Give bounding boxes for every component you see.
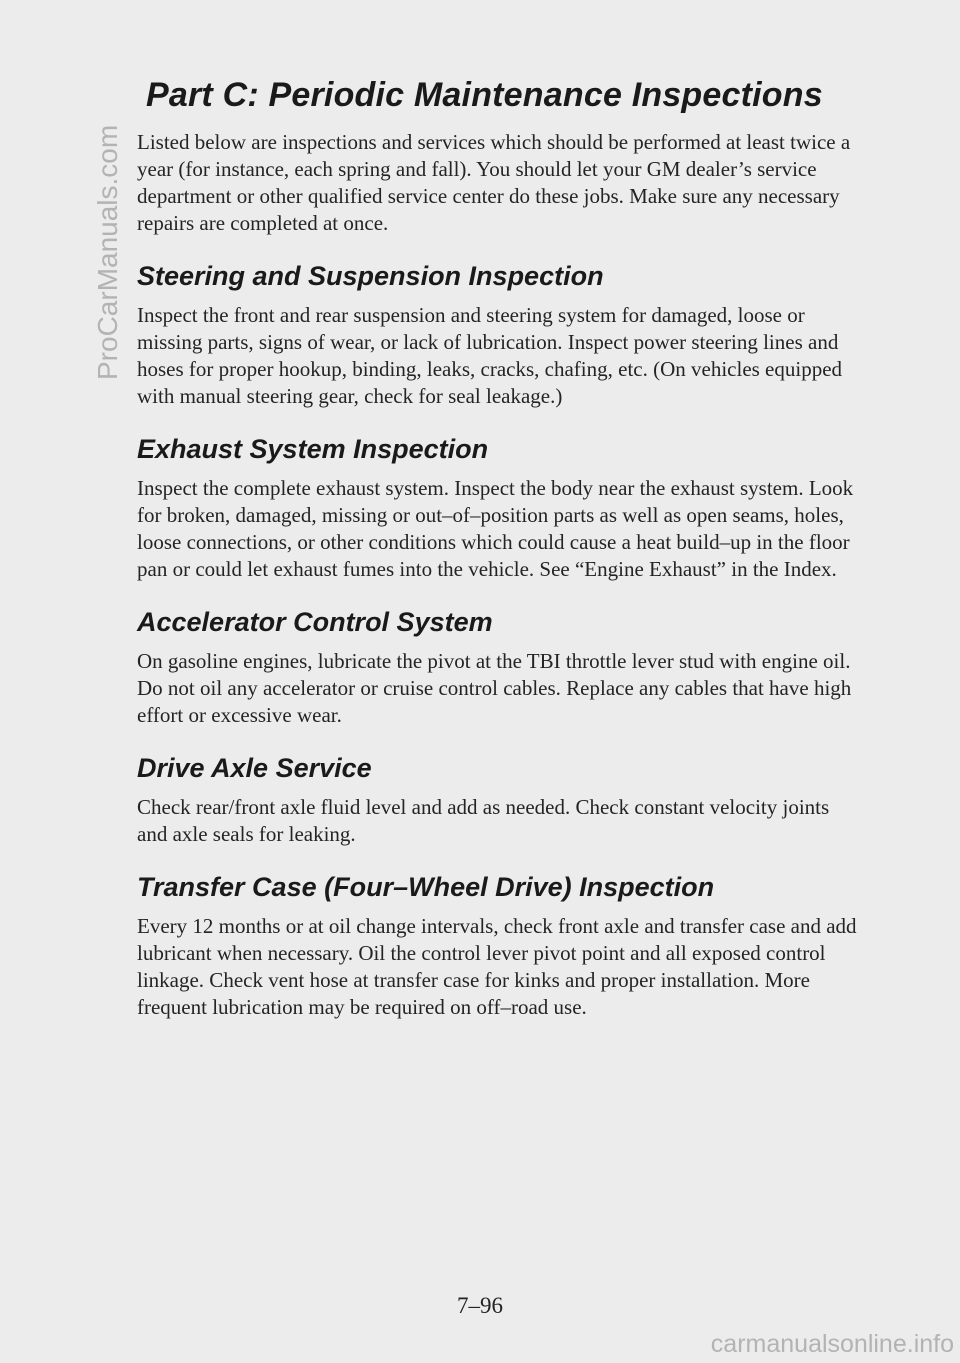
section-heading: Transfer Case (Four–Wheel Drive) Inspection [137, 872, 715, 902]
section-body: Every 12 months or at oil change intervals, check front axle and transfer case and add lubricant when necessary. Oil the control lever pivot point and all exposed control linkage. Check vent hose at transfer case for kinks and proper installation. More frequent lubrication may be required on off–road use. [137, 914, 857, 1019]
intro-paragraph: Listed below are inspections and services which should be performed at least twice a year (for instance, each spring and fall). You should let your GM dealer’s service department or other qualified service center do these jobs. Make sure any necessary repairs are completed at once. [137, 130, 851, 235]
section-transfer-case [137, 872, 857, 1021]
section-heading: Drive Axle Service [137, 753, 372, 783]
section-accelerator-control [137, 607, 857, 729]
bottom-watermark: carmanualsonline.info [710, 1330, 954, 1358]
section-heading: Steering and Suspension Inspection [137, 261, 604, 291]
section-drive-axle [137, 753, 857, 848]
page-number: 7–96 [457, 1293, 503, 1318]
section-exhaust-system [137, 434, 857, 583]
section-heading: Exhaust System Inspection [137, 434, 489, 464]
section-body: Inspect the front and rear suspension and steering system for damaged, loose or missing parts, signs of wear, or lack of lubrication. Inspect power steering lines and hoses for proper hookup, binding, leaks, cracks, chafing, etc. (On vehicles equipped with manual steering gear, check for seal leakage.) [137, 303, 843, 408]
section-body: On gasoline engines, lubricate the pivot at the TBI throttle lever stud with engine oil. Do not oil any accelerator or cruise control cables. Replace any cables that have high effort or excessive wear. [137, 649, 852, 727]
section-heading: Accelerator Control System [137, 607, 493, 637]
page-content [137, 76, 857, 1045]
section-body: Check rear/front axle fluid level and add as needed. Check constant velocity joints and axle seals for leaking. [137, 795, 830, 846]
section-steering-suspension [137, 261, 857, 410]
section-body: Inspect the complete exhaust system. Inspect the body near the exhaust system. Look for broken, damaged, missing or out–of–position parts as well as open seams, holes, loose connections, or other conditions which could cause a heat build–up in the floor pan or could let exhaust fumes into the vehicle. See “Engine Exhaust” in the Index. [137, 476, 854, 581]
page-title: Part C: Periodic Maintenance Inspections [146, 76, 823, 114]
side-watermark: ProCarManuals.com [92, 124, 123, 380]
